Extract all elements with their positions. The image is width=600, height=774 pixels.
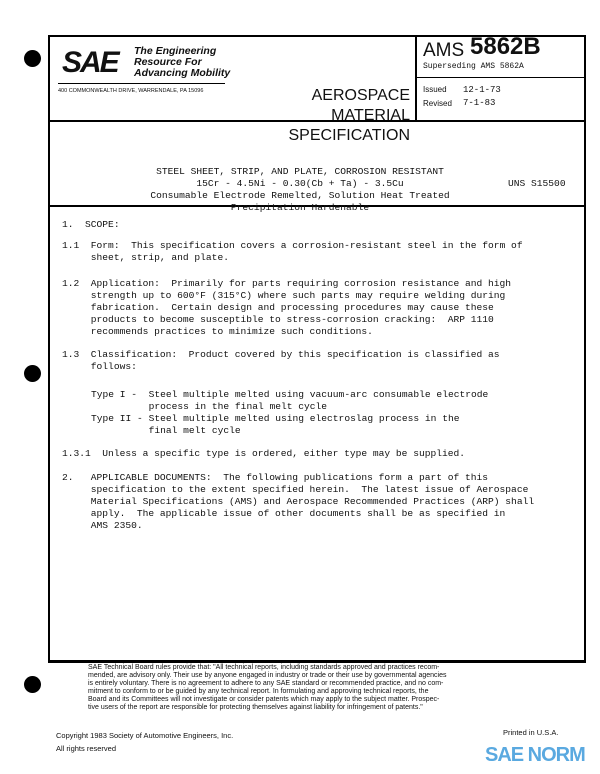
punch-hole bbox=[24, 676, 41, 693]
ams-number: 5862B bbox=[470, 33, 541, 60]
section-1-heading: 1. SCOPE: bbox=[62, 219, 120, 230]
punch-hole bbox=[24, 50, 41, 67]
uns-number: UNS S15500 bbox=[508, 178, 566, 189]
superseding: Superseding AMS 5862A bbox=[423, 62, 524, 71]
ams-divider bbox=[417, 77, 584, 78]
copyright: Copyright 1983 Society of Automotive Engineers, Inc. bbox=[56, 731, 234, 740]
sae-norm-watermark: SAE NORM bbox=[485, 744, 585, 766]
sae-tagline: The Engineering Resource For Advancing Mobility bbox=[134, 45, 231, 79]
type-2: Type II - Steel multiple melted using electroslag process in the final melt cycle bbox=[91, 413, 460, 436]
sae-logo: SAE bbox=[62, 46, 118, 79]
ams-prefix: AMS bbox=[423, 40, 465, 61]
section-1-3: 1.3 Classification: Product covered by this specification is classified as follows: bbox=[62, 349, 500, 372]
section-1-1: 1.1 Form: This specification covers a corrosion-resistant steel in the form of sheet, strip, and plate. bbox=[62, 240, 523, 263]
sae-notice: SAE Technical Board rules provide that: "All technical reports, including standards approved and practices recom- mended, are advisory only. Their use by anyone engaged in industry or trade or their use by governmental agencies is entirely voluntary. There is no agreement to adhere to any SAE standard or recommended practice, and no com- mitment to conform to or be guided by any technical report. In formulating and approving technical reports, the Board and its Committees will not investigate or consider patents which may apply to the subject matter. Prospec- tive users of the report are responsible for protecting themselves against liability for infringement of patents." bbox=[88, 664, 447, 711]
punch-hole bbox=[24, 365, 41, 382]
spec-title: STEEL SHEET, STRIP, AND PLATE, CORROSION RESISTANT 15Cr - 4.5Ni - 0.30(Cb + Ta) - 3.5Cu Consumable Electrode Remelted, Solution Heat Treated Precipitation Hardenable bbox=[150, 166, 450, 213]
section-1-3-1: 1.3.1 Unless a specific type is ordered, either type may be supplied. bbox=[62, 448, 466, 459]
printed-in-usa: Printed in U.S.A. bbox=[503, 728, 559, 737]
type-1: Type I - Steel multiple melted using vacuum-arc consumable electrode process in the final melt cycle bbox=[91, 389, 489, 412]
section-2: 2. APPLICABLE DOCUMENTS: The following publications form a part of this specification to the extent specified herein. The latest issue of Aerospace Material Specifications (AMS) and Aerospace Recommended Practices (ARP) shall apply. The applicable issue of other documents shall be as specified in AMS 2350. bbox=[62, 472, 535, 531]
issued-label: Issued bbox=[423, 85, 447, 94]
address-rule bbox=[58, 83, 225, 84]
issued-date: 12-1-73 bbox=[463, 85, 501, 95]
revised-date: 7-1-83 bbox=[463, 98, 496, 108]
revised-label: Revised bbox=[423, 99, 452, 108]
rights-reserved: All rights reserved bbox=[56, 744, 117, 753]
doc-type: AEROSPACE MATERIAL SPECIFICATION bbox=[288, 87, 410, 144]
sae-address: 400 COMMONWEALTH DRIVE, WARRENDALE, PA 15096 bbox=[58, 88, 204, 94]
section-1-2: 1.2 Application: Primarily for parts requiring corrosion resistance and high strength up to 600°F (315°C) where such parts may require welding during fabrication. Certain design and processing procedures may cause these products to become susceptible to stress-corrosion cracking: ARP 1110 recommends practices to minimize such conditions. bbox=[62, 278, 512, 337]
